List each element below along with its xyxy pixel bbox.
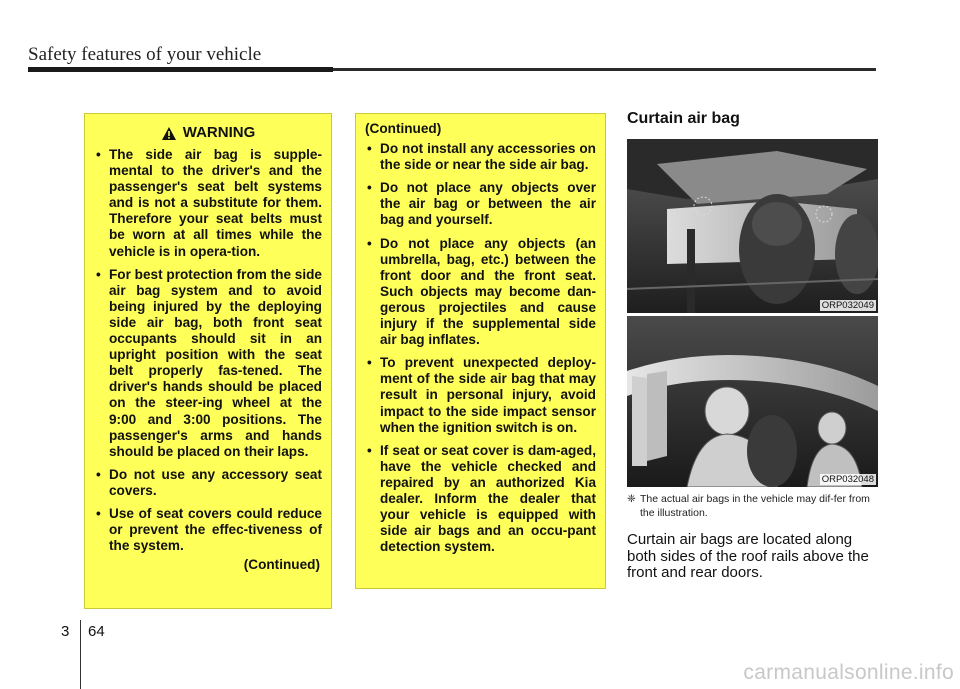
figure-code: ORP032048 — [821, 474, 874, 485]
warning-heading-text: WARNING — [182, 123, 256, 141]
illustration-note — [627, 492, 878, 520]
page-divider — [80, 620, 81, 689]
figure-curtain-airbag — [627, 316, 878, 487]
continued-label: (Continued) — [243, 557, 320, 573]
warning-triangle-icon — [161, 126, 177, 141]
list-item: • Do not place any objects (an umbrella, bag, etc.) between the front door and the front seat. Such objects may become dan-gerous projectiles and cause injury if the supplemental side air bag inflates. — [365, 236, 596, 349]
list-item: • Do not use any accessory seat covers. — [94, 467, 322, 499]
list-item: • Do not install any accessories on the side or near the side air bag. — [365, 141, 596, 173]
list-item: • The side air bag is supple-mental to the driver's and the passenger's seat belt systems and is not a substitute for them. Therefore your seat belts must be worn at all times while the vehicle is in opera-tion. — [94, 147, 322, 260]
note-symbol: ❈ — [627, 493, 636, 505]
page-header-title: Safety features of your vehicle — [28, 44, 262, 65]
list-item: • If seat or seat cover is dam-aged, have the vehicle checked and repaired by an authorized Kia dealer. Inform the dealer that your vehicle is equipped with side air bags and an occu-pant detection system. — [365, 443, 596, 556]
section-title: Curtain air bag — [627, 110, 740, 127]
warning-list — [94, 147, 322, 554]
watermark: carmanualsonline.info — [743, 661, 954, 684]
list-item: • For best protection from the side air bag system and to avoid being injured by the deploying side air bag, both front seat occupants should sit in an upright position with the seat belt properly fas-tened. The driver's hands should be placed on the steer-ing wheel at the 9:00 and 3:00 positions. The passenger's arms and hands should be placed on their laps. — [94, 267, 322, 460]
header-rule — [28, 68, 876, 71]
curtain-airbag-paragraph: Curtain air bags are located along both sides of the roof rails above the front and rear doors. — [627, 531, 869, 581]
warning-heading — [94, 122, 322, 144]
continued-box-label: (Continued) — [365, 121, 442, 136]
chapter-number: 3 — [61, 623, 70, 640]
list-item: • To prevent unexpected deploy-ment of the side air bag that may result in personal injury, avoid impact to the side impact sensor when the ignition switch is on. — [365, 355, 596, 435]
continued-box — [355, 113, 606, 589]
figure-code: ORP032049 — [821, 300, 874, 311]
page-number: 64 — [88, 623, 105, 640]
warning-box — [84, 113, 332, 609]
figure-interior-roof — [627, 139, 878, 313]
continued-list — [365, 141, 596, 555]
list-item: • Do not place any objects over the air bag or between the air bag and yourself. — [365, 180, 596, 228]
note-text: The actual air bags in the vehicle may dif-fer from the illustration. — [640, 493, 870, 519]
list-item: • Use of seat covers could reduce or prevent the effec-tiveness of the system. — [94, 506, 322, 554]
